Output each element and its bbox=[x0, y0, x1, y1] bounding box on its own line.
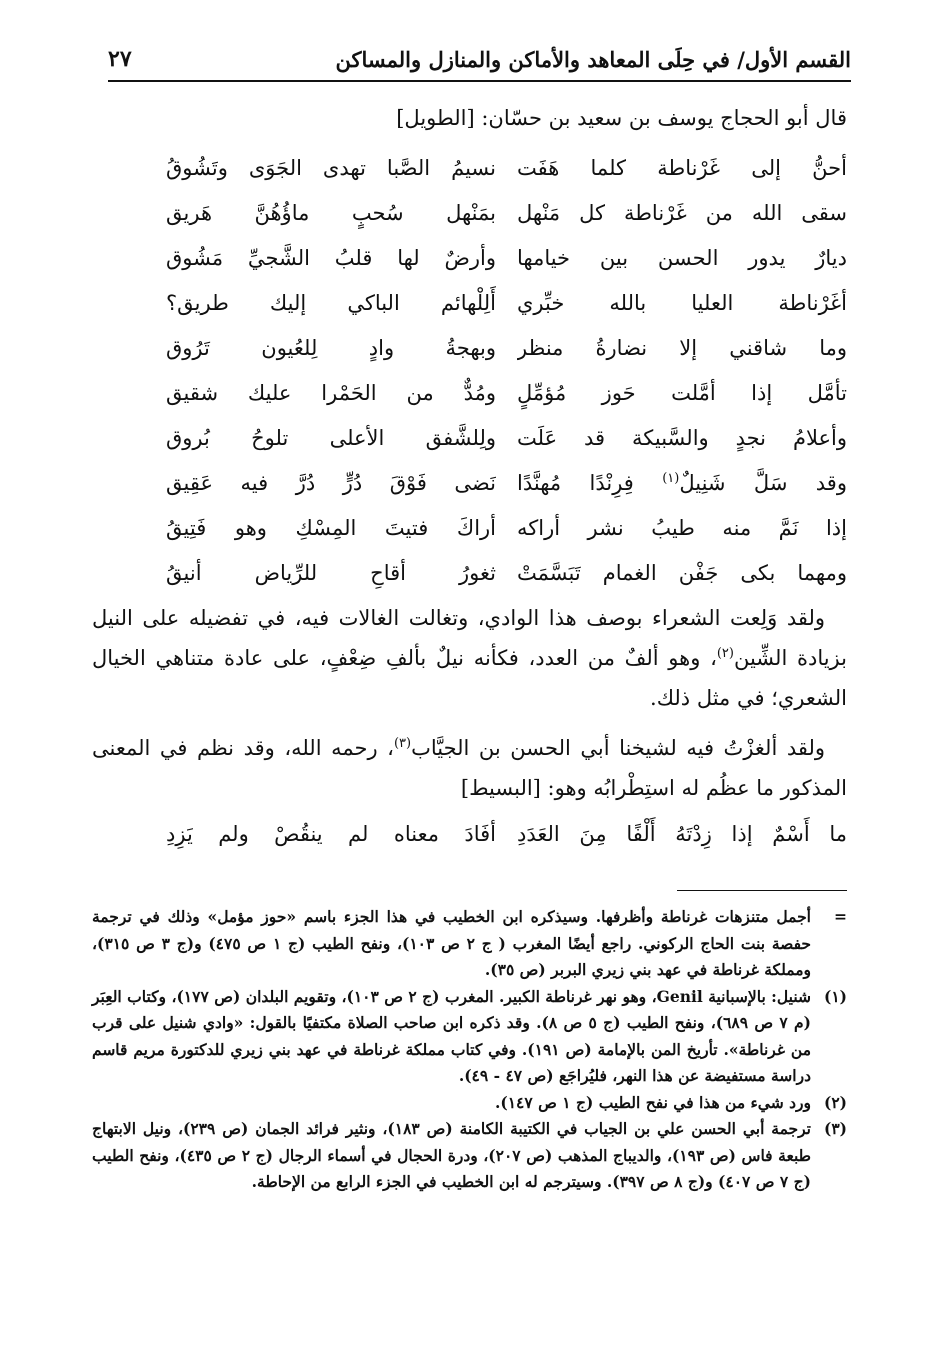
footnote-ref-2[interactable]: (٢) bbox=[716, 646, 734, 661]
footnote-ref-1[interactable]: (١) bbox=[662, 471, 680, 486]
verse-second-hemistich: ولِلشَّفق الأعلى تلوحُ بُروق bbox=[166, 426, 496, 450]
footnote-mark: (٢) bbox=[823, 1092, 847, 1112]
verse bbox=[108, 506, 847, 551]
verse-second-hemistich: بمَنْهل سُحبٍ ماؤُهُنَّ هَريق bbox=[166, 201, 496, 225]
footnote-text: ترجمة أبي الحسن علي بن الجياب في الكتيبة الكامنة (ص ١٨٣)، ونثير فرائد الجمان (ص ٢٣٩)، ونيل الابتهاج طبعة فاس (ص ١٩٣)، والديباج المذهب (ص ٢٠٧)، ودرة الحجال في أسماء الرجال (ج ٢ ص ٤٣٥)، ونفح الطيب (ج ٧ ص ٤٠٧) و(ج ٨ ص ٣٩٧). وسيترجم له ابن الخطيب في الجزء الرابع من الإحاطة. bbox=[92, 1119, 811, 1191]
footnote-mark: = bbox=[834, 907, 847, 926]
verse-first-hemistich bbox=[517, 461, 847, 506]
verse bbox=[108, 461, 847, 506]
paragraph-riddle bbox=[92, 728, 847, 808]
poem-tawil bbox=[108, 146, 847, 596]
verse bbox=[108, 326, 847, 371]
verse-second-hemistich: ثغورُ أقاحِ للرِّياض أنيقُ bbox=[166, 561, 496, 585]
footnote-continued bbox=[92, 904, 847, 984]
verse-first-hemistich: وما شاقني إلا نضارةُ منظر bbox=[517, 336, 847, 360]
footnote-ref-3[interactable]: (٣) bbox=[393, 736, 412, 751]
verse-second-hemistich: أراكَ فتيتَ المِسْكِ وهو فَتِيقُ bbox=[166, 516, 496, 540]
verse-first-hemistich: ومهما بكى جَفْن الغمام تَبَسَّمَتْ bbox=[517, 561, 847, 585]
verse-second-hemistich: وأرضٌ لها قلبُ الشَّجيِّ مَشُوق bbox=[166, 246, 496, 270]
paragraph-text: ، وهو ألفٌ من العدد، فكأنه نيلٌ بألفِ ضِعْفٍ، على عادة متناهي الخيال الشعري؛ في مثل ذلك. bbox=[92, 646, 847, 710]
verse-first-hemistich: تأمَّل إذا أمَّلت حَوز مُؤمِّلٍ bbox=[517, 381, 847, 405]
verse-second-hemistich: وبهجةُ وادٍ لِلعُيون تَرُوق bbox=[166, 336, 496, 360]
paragraph-text: ولقد ألغزْتُ فيه لشيخنا أبي الحسن بن الجيَّاب bbox=[411, 736, 826, 760]
paragraph-wadi bbox=[92, 598, 847, 718]
footnote-1 bbox=[92, 984, 847, 1090]
verse-first-hemistich: أحنُّ إلى غَرْناطة كلما هَفَت bbox=[517, 156, 847, 180]
verse bbox=[108, 281, 847, 326]
verse-first-hemistich: وأعلامُ نجدٍ والسَّبيكة قد عَلَت bbox=[517, 426, 847, 450]
poem-basit bbox=[108, 812, 847, 857]
paragraph-text: ولقد وَلِعت الشعراء بوصف هذا الوادي، وتغالت الغالات فيه، في تفضيله على النيل بزيادة الشِّين bbox=[92, 606, 847, 670]
footnote-text: شنيل: بالإسبانية Genil، وهو نهر غرناطة الكبير. المغرب (ج ٢ ص ١٠٣)، وتقويم البلدان (ص ١٧٧)، وكتاب العِبَر (م ٧ ص ٦٨٩)، ونفح الطيب (ج ٥ ص ٨). وقد ذكره ابن صاحب الصلاة مكتفيًا بالقول: «وادي شنيل على قرب من غرناطة». تأريخ المن بالإمامة (ص ١٩١). وفي كتاب مملكة غرناطة في عهد بني زيري للدكتورة مريم قاسم دراسة مستفيضة عن هذا النهر، فليُراجَع (ص ٤٧ - ٤٩). bbox=[92, 986, 811, 1085]
paragraph-text: ، رحمه الله، وقد نظم في المعنى المذكور ما عظُم له استِطْرابُه وهو: [البسيط] bbox=[92, 736, 847, 800]
verse bbox=[108, 551, 847, 596]
verse-second-hemistich: نَضى فَوْقَ دُرٍّ دُرَّ فيه عَقِيق bbox=[166, 471, 496, 495]
verse-text: فِرِنْدًا مُهنَّدًا bbox=[517, 471, 663, 495]
verse-first-hemistich: ما أَسْمٌ إذا زِدْتَهُ أَلْفًا مِنَ العَدَدِ bbox=[517, 822, 847, 846]
footnotes bbox=[92, 904, 847, 1196]
page-number: ٢٧ bbox=[108, 46, 132, 72]
footnote-mark: (١) bbox=[823, 986, 847, 1006]
footnote-2 bbox=[92, 1090, 847, 1117]
footnote-3 bbox=[92, 1116, 847, 1196]
verse-text: وقد سَلَّ شَنِيلٌ bbox=[679, 471, 847, 495]
verse-second-hemistich: نسيمُ الصَّبا تهدى الجَوَى وتَشُوقُ bbox=[166, 156, 496, 180]
verse-second-hemistich: أفَادَ معناه لم ينقُصْ ولم يَزِدِ bbox=[166, 822, 496, 846]
footnote-text: أجمل متنزهات غرناطة وأظرفها. وسيذكره ابن الخطيب في هذا الجزء باسم «حوز مؤمل» وذلك في ترجمة حفصة بنت الحاج الركوني. راجع أيضًا المغرب ( ج ٢ ص ١٠٣)، ونفح الطيب (ج ١ ص ٤٧٥) و(ج ٣ ص ٣١٥)، ومملكة غرناطة في عهد بني زيري البربر (ص ٣٥). bbox=[92, 907, 812, 979]
footnote-divider bbox=[677, 890, 847, 891]
verse-second-hemistich: ومُدٌّ من الحَمْرا عليك شقيق bbox=[166, 381, 496, 405]
poem-intro: قال أبو الحجاج يوسف بن سعيد بن حسّان: [الطويل] bbox=[396, 106, 847, 130]
verse bbox=[108, 146, 847, 191]
verse-second-hemistich: أَلِلْهائم الباكي إليك طريق؟ bbox=[166, 291, 496, 315]
verse-first-hemistich: إذا نَمَّ منه طيبُ نشر أراكه bbox=[517, 516, 847, 540]
verse-first-hemistich: سقى الله من غَرْناطة كل مَنْهل bbox=[517, 201, 847, 225]
verse bbox=[108, 191, 847, 236]
footnote-mark: (٣) bbox=[823, 1119, 847, 1138]
verse bbox=[108, 236, 847, 281]
header-title: القسم الأول/ في حِلَى المعاهد والأماكن والمنازل والمساكن bbox=[335, 46, 851, 72]
verse bbox=[108, 371, 847, 416]
verse bbox=[108, 812, 847, 857]
footnote-text: ورد شيء من هذا في نفح الطيب (ج ١ ص ١٤٧). bbox=[494, 1092, 811, 1112]
running-header bbox=[108, 38, 851, 82]
verse-first-hemistich: أغَرْناطة العليا بالله خبِّري bbox=[517, 291, 847, 315]
verse bbox=[108, 416, 847, 461]
verse-first-hemistich: ديارٌ يدور الحسن بين خيامها bbox=[517, 246, 847, 270]
